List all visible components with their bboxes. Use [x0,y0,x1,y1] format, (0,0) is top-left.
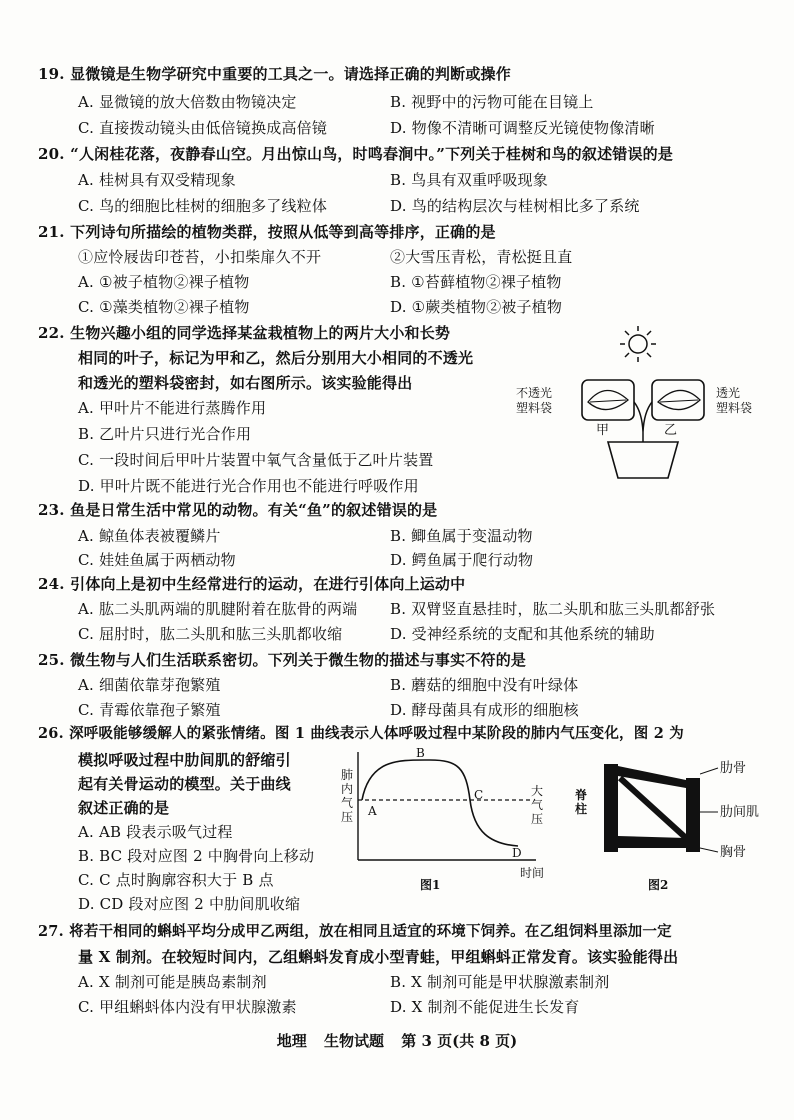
question-22-stem-line2: 相同的叶子，标记为甲和乙，然后分别用大小相同的不透光 [78,349,474,367]
fig1-atmos-label-2: 气 [530,798,543,812]
question-22-stem-line1: 22. 生物兴趣小组的同学选择某盆栽植物上的两片大小和长势 [38,324,451,342]
q26-option-b: B. BC 段对应图 2 中胸骨向上移动 [78,847,315,865]
footer-page-number: 第 3 页(共 8 页) [401,1032,518,1050]
q27-option-a: A. X 制剂可能是胰岛素制剂 [78,973,267,991]
question-21-stem: 21. 下列诗句所描绘的植物类群，按照从低等到高等排序，正确的是 [38,223,496,241]
q24-option-c: C. 屈肘时，肱二头肌和肱三头肌都收缩 [78,625,343,643]
label-yi: 乙 [664,423,678,438]
question-27-stem-line2: 量 X 制剂。在较短时间内，乙组蝌蚪发育成小型青蛙，甲组蝌蚪正常发育。该实验能得出 [78,948,679,966]
q19-option-b: B. 视野中的污物可能在目镜上 [390,93,594,111]
footer-subject-1: 地理 [276,1032,307,1050]
transparent-bag-label-1: 透光 [716,386,741,400]
flower-pot [608,442,678,478]
question-26-stem-line4: 叙述正确的是 [78,799,170,817]
q22-option-a: A. 甲叶片不能进行蒸腾作用 [78,399,267,417]
label-jia: 甲 [596,423,610,438]
question-27-stem-line1: 27. 将若干相同的蝌蚪平均分成甲乙两组，放在相同且适宜的环境下饲养。在乙组饲料里添加一定 [38,923,672,940]
fig2-spine [604,764,618,852]
q25-option-b: B. 蘑菇的细胞中没有叶绿体 [390,676,579,694]
q23-option-a: A. 鲸鱼体表被覆鳞片 [78,527,221,545]
fig2-spine-label-1: 脊 [574,788,587,802]
q24-option-d: D. 受神经系统的支配和其他系统的辅助 [390,625,655,643]
question-20-stem: 20. “人闲桂花落，夜静春山空。月出惊山鸟，时鸣春涧中。”下列关于桂树和鸟的叙述错误的是 [38,145,674,163]
fig2-spine-label-2: 柱 [574,802,587,816]
q19-option-d: D. 物像不清晰可调整反光镜使物像清晰 [390,119,655,137]
fig2-intercostal [620,778,686,838]
sun-icon [620,326,656,362]
q27-option-b: B. X 制剂可能是甲状腺激素制剂 [390,973,610,991]
q19-option-c: C. 直接拨动镜头由低倍镜换成高倍镜 [78,119,328,137]
question-26-stem-line3: 起有关骨运动的模型。关于曲线 [78,775,291,793]
q21-poem-1: ①应怜屐齿印苍苔，小扣柴扉久不开 [78,248,322,266]
fig2-caption: 图2 [648,878,669,892]
question-24-stem: 24. 引体向上是初中生经常进行的运动，在进行引体向上运动中 [38,575,466,593]
fig1-ylabel-2: 内 [340,782,353,796]
fig1-atmos-label-3: 压 [530,812,543,826]
footer-subject-2: 生物试题 [324,1032,385,1050]
q27-option-d: D. X 制剂不能促进生长发育 [390,998,580,1016]
question-22-stem-line3: 和透光的塑料袋密封，如右图所示。该实验能得出 [78,374,413,392]
q22-option-c: C. 一段时间后甲叶片装置中氧气含量低于乙叶片装置 [78,451,434,469]
q21-option-a: A. ①被子植物②裸子植物 [78,273,250,291]
q23-option-d: D. 鳄鱼属于爬行动物 [390,551,534,569]
q20-option-d: D. 鸟的结构层次与桂树相比多了系统 [390,197,640,215]
fig1-point-c: C [474,788,484,802]
q26-option-c: C. C 点时胸廓容积大于 B 点 [78,871,274,889]
q27-option-c: C. 甲组蝌蚪体内没有甲状腺激素 [78,998,297,1016]
q20-option-b: B. 鸟具有双重呼吸现象 [390,171,548,189]
q21-option-b: B. ①苔藓植物②裸子植物 [390,273,562,291]
fig2-rib-bottom [618,836,686,848]
fig1-curve [362,760,518,846]
q22-plant-figure [560,322,720,482]
q23-option-b: B. 鲫鱼属于变温动物 [390,527,533,545]
fig1-ylabel-3: 气 [340,796,353,810]
fig2-rib-model [590,758,710,858]
fig2-label-sternum: 胸骨 [720,845,747,860]
fig1-xlabel: 时间 [520,866,545,880]
fig1-caption: 图1 [420,878,441,892]
q24-option-b: B. 双臂竖直悬挂时，肱二头肌和肱三头肌都舒张 [390,600,716,618]
fig1-point-a: A [368,804,377,818]
q20-option-a: A. 桂树具有双受精现象 [78,171,236,189]
q25-option-c: C. 青霉依靠孢子繁殖 [78,701,221,719]
question-23-stem: 23. 鱼是日常生活中常见的动物。有关“鱼”的叙述错误的是 [38,501,438,519]
q25-option-d: D. 酵母菌具有成形的细胞核 [390,701,579,719]
fig1-ylabel-4: 压 [340,810,353,824]
question-19-stem: 19. 显微镜是生物学研究中重要的工具之一。请选择正确的判断或操作 [38,65,511,83]
q26-option-d: D. CD 段对应图 2 中肋间肌收缩 [78,895,301,913]
q25-option-a: A. 细菌依靠芽孢繁殖 [78,676,221,694]
q21-option-d: D. ①蕨类植物②被子植物 [390,298,563,316]
fig2-leader-lines [700,760,720,860]
fig2-sternum [686,778,700,852]
q21-poem-2: ②大雪压青松，青松挺且直 [390,248,573,266]
fig2-label-intercostal: 肋间肌 [720,805,760,820]
fig1-atmos-label-1: 大 [530,784,543,798]
q26-option-a: A. AB 段表示吸气过程 [78,823,233,841]
question-26-stem-line1: 26. 深呼吸能够缓解人的紧张情绪。图 1 曲线表示人体呼吸过程中某阶段的肺内气压变化，图 2 为 [38,725,684,742]
page-footer [0,1030,794,1051]
q20-option-c: C. 鸟的细胞比桂树的细胞多了线粒体 [78,197,328,215]
q19-option-a: A. 显微镜的放大倍数由物镜决定 [78,93,297,111]
fig1-ylabel-1: 肺 [340,768,353,782]
q22-option-d: D. 甲叶片既不能进行光合作用也不能进行呼吸作用 [78,477,419,495]
q21-option-c: C. ①藻类植物②裸子植物 [78,298,250,316]
fig1-point-b: B [416,746,425,760]
fig1-point-d: D [512,846,522,860]
fig2-label-rib: 肋骨 [720,761,747,776]
q24-option-a: A. 肱二头肌两端的肌腱附着在肱骨的两端 [78,600,358,618]
q23-option-c: C. 娃娃鱼属于两栖动物 [78,551,236,569]
question-25-stem: 25. 微生物与人们生活联系密切。下列关于微生物的描述与事实不符的是 [38,651,527,669]
transparent-bag-label-2: 塑料袋 [716,401,753,415]
question-26-stem-line2: 模拟呼吸过程中肋间肌的舒缩引 [78,751,291,769]
opaque-bag-label-1: 不透光 [516,386,553,400]
q22-option-b: B. 乙叶片只进行光合作用 [78,425,252,443]
opaque-bag-label-2: 塑料袋 [516,401,553,415]
